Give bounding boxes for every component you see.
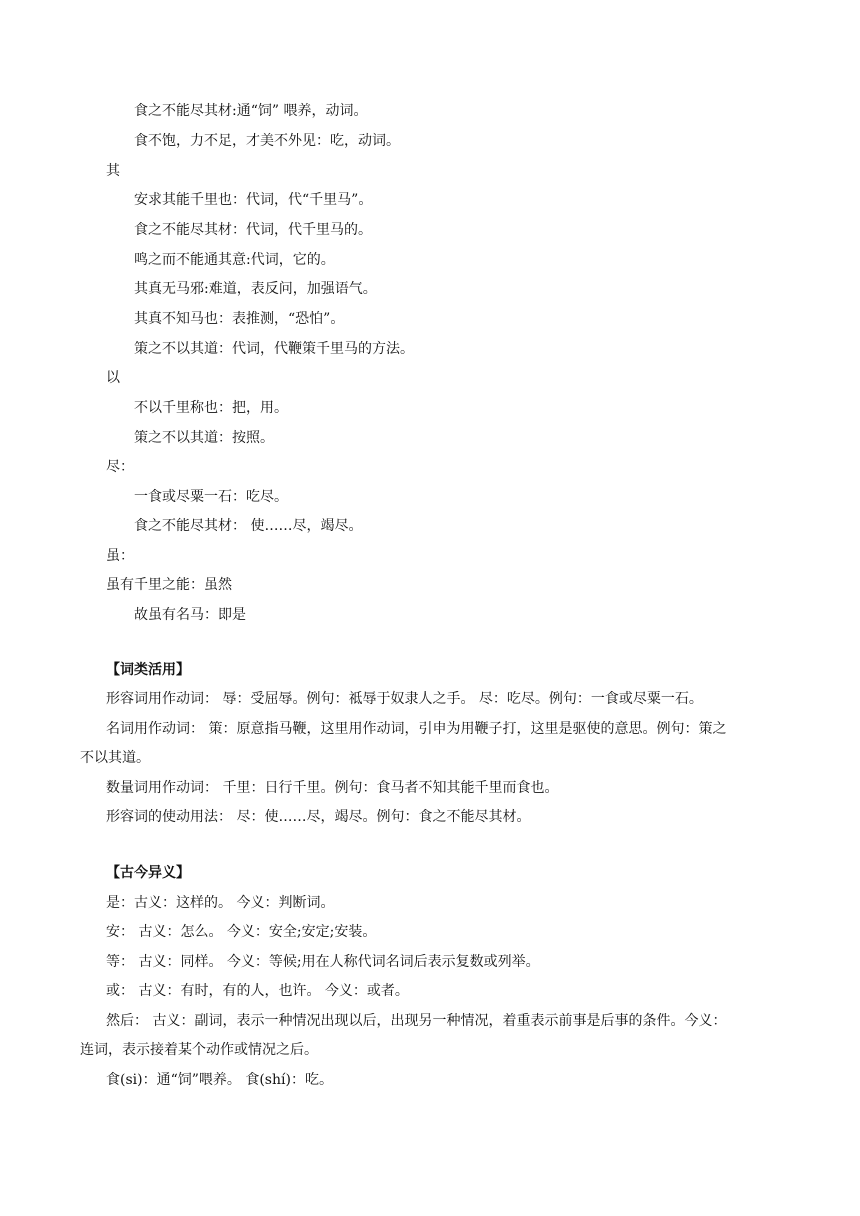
gujin-line-5b: 连词，表示接着某个动作或情况之后。 <box>80 1042 318 1058</box>
entry-qi-5: 其真不知马也：表推测，“恐怕”。 <box>134 311 345 327</box>
gujin-line-6: 食(si)：通“饲”喂养。 食(shí)：吃。 <box>106 1072 333 1088</box>
ciyu-line-3: 数量词用作动词： 千里：日行千里。例句：食马者不知其能千里而食也。 <box>106 780 559 796</box>
entry-qi-1: 安求其能千里也：代词，代“千里马”。 <box>134 192 373 208</box>
ciyu-line-2b: 不以其道。 <box>80 750 150 766</box>
ciyu-line-4: 形容词的使动用法： 尽：使……尽，竭尽。例句：食之不能尽其材。 <box>106 809 531 825</box>
entry-jin-1: 一食或尽粟一石：吃尽。 <box>134 489 288 505</box>
entry-qi-4: 其真无马邪:难道，表反问，加强语气。 <box>134 281 377 297</box>
entry-sui-heading: 虽： <box>106 548 134 564</box>
entry-sui-1: 虽有千里之能：虽然 <box>106 577 232 593</box>
entry-qi-6: 策之不以其道：代词，代鞭策千里马的方法。 <box>134 341 414 357</box>
entry-yi-1: 不以千里称也：把，用。 <box>134 400 288 416</box>
entry-jin-heading: 尽： <box>106 459 134 475</box>
gujin-line-1: 是：古义：这样的。 今义：判断词。 <box>106 895 335 911</box>
section-heading-gujin: 【古今异义】 <box>106 865 190 881</box>
ciyu-line-1: 形容词用作动词： 辱：受屈辱。例句：祗辱于奴隶人之手。 尽：吃尽。例句：一食或尽粟一石。 <box>106 691 703 707</box>
entry-qi-2: 食之不能尽其材：代词，代千里马的。 <box>134 222 372 238</box>
entry-yi-2: 策之不以其道：按照。 <box>134 430 274 446</box>
ciyu-line-2a: 名词用作动词： 策：原意指马鞭，这里用作动词，引申为用鞭子打，这里是驱使的意思。例句：策之 <box>106 721 727 737</box>
entry-si-2: 食不饱，力不足，才美不外见：吃，动词。 <box>134 133 400 149</box>
gujin-line-3: 等： 古义：同样。 今义：等候;用在人称代词名词后表示复数或列举。 <box>106 954 540 970</box>
gujin-line-4: 或： 古义：有时，有的人，也许。 今义：或者。 <box>106 983 409 999</box>
entry-jin-2: 食之不能尽其材： 使……尽，竭尽。 <box>134 518 363 534</box>
entry-yi-heading: 以 <box>106 370 120 386</box>
entry-si-1: 食之不能尽其材:通“饲” 喂养，动词。 <box>134 103 368 119</box>
section-heading-ciyu: 【词类活用】 <box>106 662 190 678</box>
entry-sui-2: 故虽有名马：即是 <box>134 607 246 623</box>
entry-qi-heading: 其 <box>106 163 120 179</box>
gujin-line-5a: 然后： 古义：副词，表示一种情况出现以后，出现另一种情况，着重表示前事是后事的条件。今义： <box>106 1013 727 1029</box>
gujin-line-2: 安： 古义：怎么。 今义：安全;安定;安装。 <box>106 924 377 940</box>
entry-qi-3: 鸣之而不能通其意:代词，它的。 <box>134 252 335 268</box>
